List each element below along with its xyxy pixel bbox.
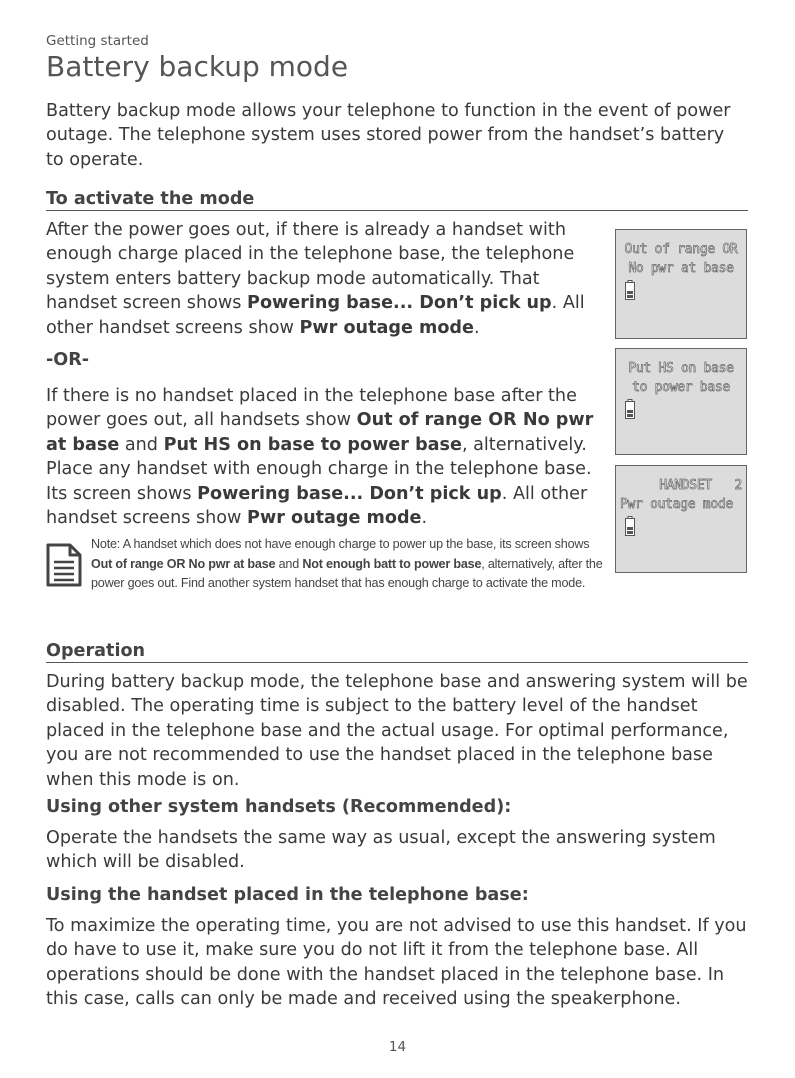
- battery-icon: [625, 280, 635, 300]
- subheading-other-handsets: Using other system handsets (Recommended):: [46, 797, 512, 817]
- handset-screen-2: [615, 348, 747, 455]
- base-handset-paragraph: To maximize the operating time, you are not advised to use this handset. If you do have to use it, make sure you do not lift it from the telephone base. All operations should be done with the handset placed in the telephone base. In this case, calls can only be made and received using the speakerphone.: [46, 916, 747, 1010]
- operation-paragraph: During battery backup mode, the telephone base and answering system will be disabled. The operating time is subject to the battery level of the handset placed in the telephone base and the actual usage. For optimal performance, you are not recommended to use the handset placed in the telephone base when this mode is on.: [46, 672, 748, 790]
- screen-line-2: to power base: [632, 380, 730, 395]
- screen-line-2: No pwr at base: [628, 261, 734, 276]
- activate-paragraph-1: After the power goes out, if there is already a handset with enough charge placed in the telephone base, the telephone system enters battery backup mode automatically. That handset screen shows Powering base... Don’t pick up. All other handset screens show Pwr outage mode.: [46, 220, 585, 338]
- section-heading-activate: To activate the mode: [46, 189, 748, 211]
- screen-line-1: Out of range OR: [624, 242, 738, 257]
- page-number: 14: [388, 1039, 407, 1055]
- intro-paragraph: Battery backup mode allows your telephone to function in the event of power outage. The telephone system uses stored power from the handset’s battery to operate.: [46, 101, 731, 170]
- screen-line-1: HANDSET 2: [659, 478, 742, 493]
- handset-screen-3: [615, 465, 747, 573]
- section-heading-operation: Operation: [46, 641, 748, 663]
- handset-screen-1: [615, 229, 747, 339]
- other-handsets-paragraph: Operate the handsets the same way as usual, except the answering system which will be disabled.: [46, 828, 716, 873]
- page-title: Battery backup mode: [46, 50, 349, 83]
- battery-icon: [625, 399, 635, 419]
- activate-paragraph-2: If there is no handset placed in the telephone base after the power goes out, all handsets show Out of range OR No pwr at base and Put HS on base to power base, alternatively. Place any handset with enough charge in the telephone base. Its screen shows Powering base... Don’t pick up. All other handset screens show Pwr outage mode.: [46, 386, 594, 529]
- battery-icon: [625, 516, 635, 536]
- note-text: Note: A handset which does not have enough charge to power up the base, its screen shows Out of range OR No pwr at base and Not enough batt to power base, alternatively, after the power goes out. Find another system handset that has enough charge to activate the mode.: [91, 537, 603, 590]
- subheading-base-handset: Using the handset placed in the telephone base:: [46, 885, 529, 905]
- breadcrumb: Getting started: [46, 33, 149, 49]
- or-separator: -OR-: [46, 350, 90, 370]
- note-icon: [46, 543, 82, 587]
- screen-line-2: Pwr outage mode: [620, 497, 733, 512]
- screen-line-1: Put HS on base: [628, 361, 734, 376]
